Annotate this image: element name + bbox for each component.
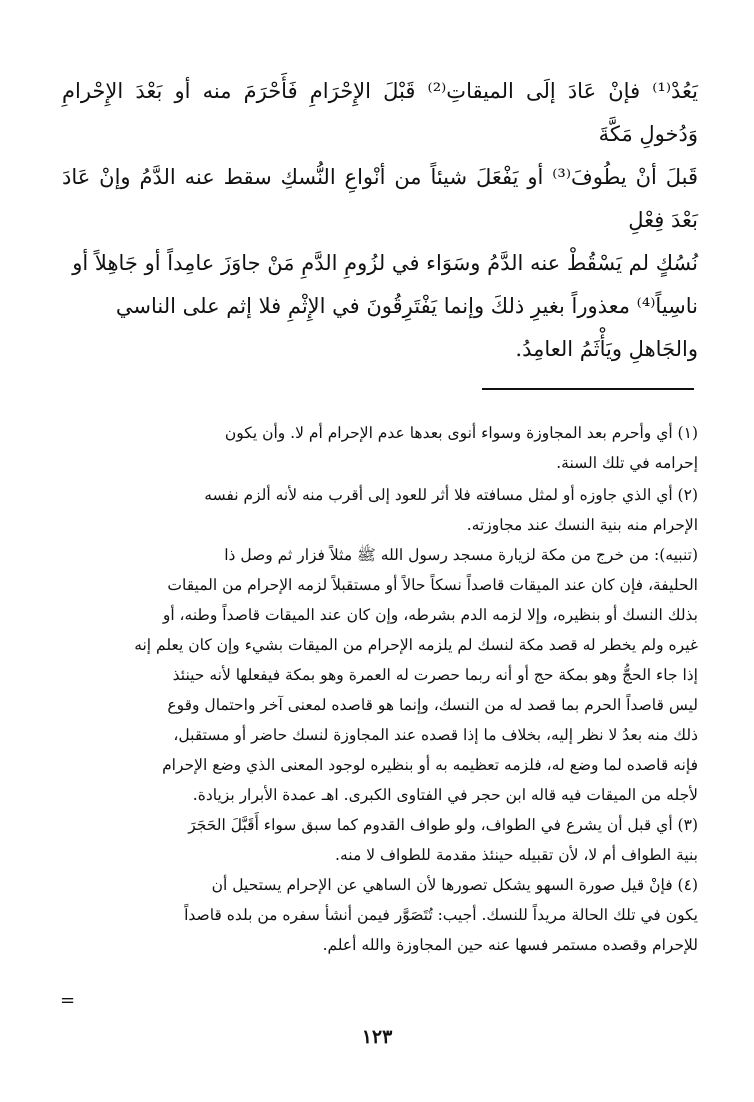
main-text-line: والجَاهلِ ويَأْثَمُ العامِدُ. [515,337,698,361]
tanbih-note [62,540,698,810]
footnote-line: (تنبيه): من خرج من مكة لزيارة مسجد رسول الله ﷺ مثلاً فزار ثم وصل ذا [224,546,698,564]
footnote-line: للإحرام وقصده مستمر فسها عنه حين المجاوزة والله أعلم. [322,936,698,954]
footnote-line: بنية الطواف أم لا، لأن تقبيله حينئذ مقدمة للطواف لا منه. [335,846,698,864]
footnote-line: (٢) أي الذي جاوزه أو لمثل مسافته فلا أثر للعود إلى أقرب منه لأنه ألزم نفسه [204,486,698,504]
footnote-line: بذلك النسك أو بنظيره، وإلا لزمه الدم بشرطه، وإن كان عند الميقات قاصداً وطنه، أو [162,606,698,624]
footnote-line: إحرامه في تلك السنة. [556,454,698,472]
footnote-line: لأجله من الميقات فيه قاله ابن حجر في الفتاوى الكبرى. اهـ عمدة الأبرار بزيادة. [192,786,698,804]
footnote-line: ليس قاصداً الحرم بما قصد له من النسك، وإنما هو قاصده لمعنى آخر واحتمال وقوع [167,696,698,714]
main-text-line: ناسِياً⁽⁴⁾ معذوراً بغيرِ ذلكَ وإنما يَفْتَرِقُونَ في الإِثْمِ فلا إثم على الناسي [115,294,698,318]
footnote-2 [62,480,698,540]
footnote-3 [62,810,698,870]
footnote-line: يكون في تلك الحالة مريداً للنسك. أجيب: تُتَصَوَّر فيمن أنشأ سفره من بلده قاصداً [184,906,698,924]
main-text-line: قَبلَ أنْ يطُوفَ⁽³⁾ أو يَفْعَلَ شيئاً من أنْواعِ النُّسكِ سقط عنه الدَّمُ وإنْ عَادَ بَعْدَ فِعْلِ [62,165,699,232]
footnote-line: الحليفة، فإن كان عند الميقات قاصداً نسكاً حالاً أو مستقبلاً لزمه الإحرام من الميقات [167,576,698,594]
continuation-mark: = [60,990,76,1011]
main-text-line: يَعُدْ⁽¹⁾ فإنْ عَادَ إلَى الميقاتِ⁽²⁾ قَبْلَ الإِحْرَامِ فَأَحْرَمَ منه أو بَعْدَ الإِحْرامِ وَدُخولِ مَكَّةَ [62,79,698,146]
footnotes [62,418,698,960]
page-number: ١٢٣ [361,1026,393,1048]
footnote-line: ذلك منه بعدُ لا نظر إليه، بخلاف ما إذا قصده عند المجاوزة لنسك حاضر أو مستقبل، [173,726,698,744]
footnote-4 [62,870,698,960]
footnote-line: فإنه قاصده لما وضع له، فلزمه تعظيمه به أو بنظيره لوجود المعنى الذي وضع الإحرام [162,756,698,774]
footnote-line: الإحرام منه بنية النسك عند مجاوزته. [466,516,698,534]
footnote-line: (١) أي وأحرم بعد المجاوزة وسواء أنوى بعدها عدم الإحرام أم لا. وأن يكون [224,424,698,442]
main-text [62,70,698,371]
footnote-line: غيره ولم يخطر له قصد مكة لنسك لم يلزمه الإحرام من الميقات بشيء وإن كان يعلم إنه [134,636,698,654]
footnote-separator [482,388,694,390]
footnote-1 [62,418,698,478]
footnote-line: إذا جاء الحجُّ وهو بمكة حج أو أنه ربما حصرت له العمرة وهو بمكة فيفعلها لأنه حينئذ [172,666,698,684]
main-text-line: نُسُكٍ لم يَسْقُطْ عنه الدَّمُ وسَوَاء في لزُومِ الدَّمِ مَنْ جاوَزَ عامِداً أو جَاهِلاً أو [72,251,698,275]
footnote-line: (٤) فإنْ قيل صورة السهو يشكل تصورها لأن الساهي عن الإحرام يستحيل أن [211,876,698,894]
footnote-line: (٣) أي قبل أن يشرع في الطواف، ولو طواف القدوم كما سبق سواء أَقَبَّلَ الحَجَرَ [188,816,698,834]
